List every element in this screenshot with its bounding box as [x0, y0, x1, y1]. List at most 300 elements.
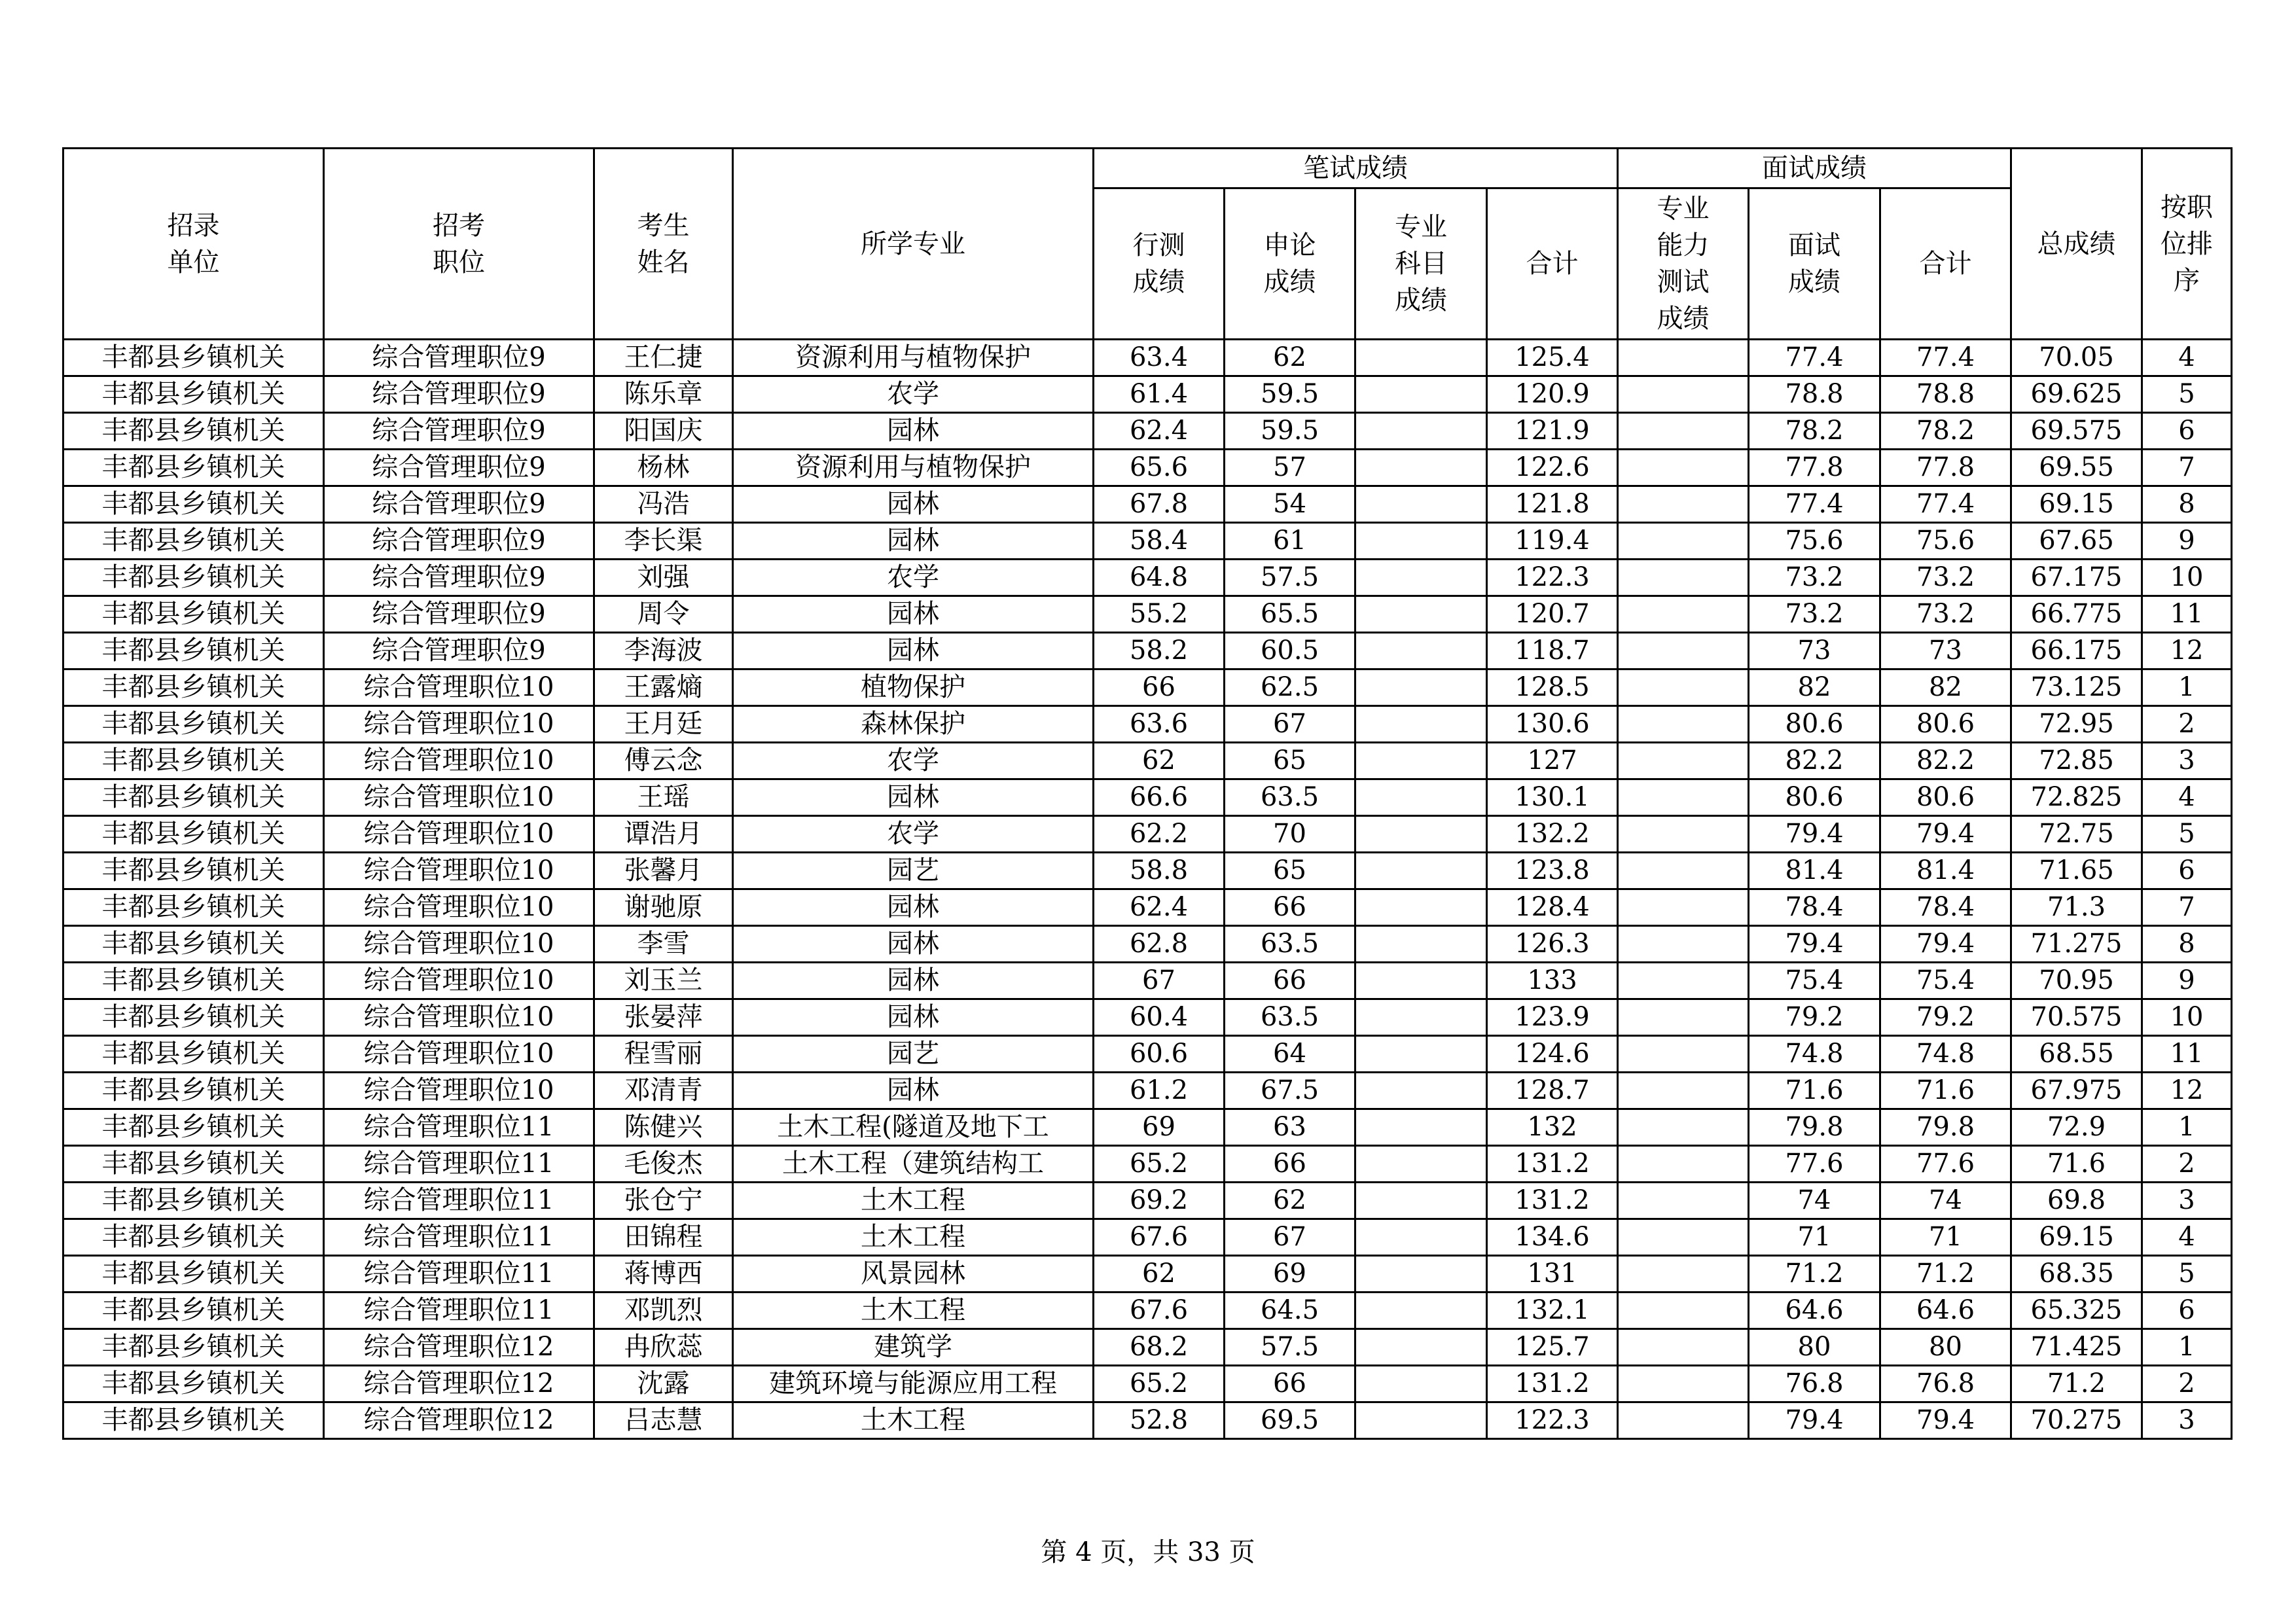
- interview-total-cell: 79.4: [1880, 1402, 2011, 1439]
- total-score-cell: 70.05: [2011, 340, 2142, 376]
- interview-total-cell: 79.2: [1880, 999, 2011, 1036]
- professional-subject-cell: [1355, 633, 1487, 669]
- xingce-cell: 52.8: [1094, 1402, 1225, 1439]
- interview-total-cell: 80.6: [1880, 779, 2011, 816]
- major-cell: 土木工程（建筑结构工: [733, 1146, 1094, 1183]
- interview-score-cell: 79.4: [1749, 926, 1880, 963]
- total-score-cell: 71.3: [2011, 889, 2142, 926]
- major-cell: 农学: [733, 743, 1094, 779]
- position-cell: 综合管理职位9: [324, 523, 594, 560]
- xingce-cell: 67.6: [1094, 1219, 1225, 1256]
- interview-score-cell: 74: [1749, 1183, 1880, 1219]
- xingce-cell: 67: [1094, 963, 1225, 999]
- interview-score-cell: 78.8: [1749, 376, 1880, 413]
- position-cell: 综合管理职位11: [324, 1146, 594, 1183]
- interview-total-cell: 78.8: [1880, 376, 2011, 413]
- total-score-cell: 72.75: [2011, 816, 2142, 853]
- professional-subject-cell: [1355, 486, 1487, 523]
- xingce-cell: 66.6: [1094, 779, 1225, 816]
- unit-cell: 丰都县乡镇机关: [63, 889, 324, 926]
- major-cell: 园林: [733, 633, 1094, 669]
- table-row: [63, 596, 2232, 633]
- written-total-cell: 120.9: [1487, 376, 1618, 413]
- header-unit: 招录 单位: [63, 149, 324, 340]
- position-cell: 综合管理职位9: [324, 560, 594, 596]
- rank-cell: 9: [2142, 963, 2232, 999]
- professional-subject-cell: [1355, 1366, 1487, 1402]
- interview-total-cell: 77.8: [1880, 450, 2011, 486]
- rank-cell: 4: [2142, 340, 2232, 376]
- name-cell: 冉欣蕊: [594, 1329, 733, 1366]
- rank-cell: 6: [2142, 413, 2232, 450]
- xingce-cell: 65.6: [1094, 450, 1225, 486]
- major-cell: 土木工程: [733, 1402, 1094, 1439]
- xingce-cell: 62.8: [1094, 926, 1225, 963]
- professional-subject-cell: [1355, 376, 1487, 413]
- table-row: [63, 340, 2232, 376]
- total-score-cell: 71.65: [2011, 853, 2142, 889]
- interview-score-cell: 79.2: [1749, 999, 1880, 1036]
- table-header: [63, 149, 2232, 340]
- interview-score-cell: 64.6: [1749, 1293, 1880, 1329]
- interview-total-cell: 71.6: [1880, 1073, 2011, 1109]
- major-cell: 园林: [733, 963, 1094, 999]
- xingce-cell: 58.2: [1094, 633, 1225, 669]
- total-score-cell: 68.55: [2011, 1036, 2142, 1073]
- shenlun-cell: 66: [1225, 889, 1355, 926]
- professional-subject-cell: [1355, 1256, 1487, 1293]
- name-cell: 张馨月: [594, 853, 733, 889]
- interview-score-cell: 78.2: [1749, 413, 1880, 450]
- unit-cell: 丰都县乡镇机关: [63, 450, 324, 486]
- shenlun-cell: 57: [1225, 450, 1355, 486]
- name-cell: 邓凯烈: [594, 1293, 733, 1329]
- rank-cell: 2: [2142, 1146, 2232, 1183]
- rank-cell: 12: [2142, 633, 2232, 669]
- shenlun-cell: 66: [1225, 963, 1355, 999]
- interview-total-cell: 77.6: [1880, 1146, 2011, 1183]
- ability-test-cell: [1618, 1219, 1749, 1256]
- rank-cell: 7: [2142, 889, 2232, 926]
- xingce-cell: 67.6: [1094, 1293, 1225, 1329]
- rank-cell: 12: [2142, 1073, 2232, 1109]
- total-score-cell: 71.275: [2011, 926, 2142, 963]
- header-interview-group: 面试成绩: [1618, 149, 2011, 188]
- total-score-cell: 65.325: [2011, 1293, 2142, 1329]
- position-cell: 综合管理职位10: [324, 743, 594, 779]
- header-total: 总成绩: [2011, 149, 2142, 340]
- professional-subject-cell: [1355, 779, 1487, 816]
- unit-cell: 丰都县乡镇机关: [63, 853, 324, 889]
- interview-total-cell: 78.2: [1880, 413, 2011, 450]
- position-cell: 综合管理职位10: [324, 816, 594, 853]
- position-cell: 综合管理职位9: [324, 450, 594, 486]
- interview-total-cell: 79.8: [1880, 1109, 2011, 1146]
- shenlun-cell: 70: [1225, 816, 1355, 853]
- written-total-cell: 128.7: [1487, 1073, 1618, 1109]
- written-total-cell: 120.7: [1487, 596, 1618, 633]
- major-cell: 森林保护: [733, 706, 1094, 743]
- header-ability-test: 专业 能力 测试 成绩: [1618, 188, 1749, 340]
- page-footer: 第 4 页，共 33 页: [1041, 1537, 1255, 1567]
- professional-subject-cell: [1355, 1109, 1487, 1146]
- table-row: [63, 1036, 2232, 1073]
- professional-subject-cell: [1355, 1183, 1487, 1219]
- xingce-cell: 62.4: [1094, 413, 1225, 450]
- xingce-cell: 60.4: [1094, 999, 1225, 1036]
- table-row: [63, 450, 2232, 486]
- position-cell: 综合管理职位12: [324, 1366, 594, 1402]
- table-row: [63, 926, 2232, 963]
- name-cell: 李长渠: [594, 523, 733, 560]
- written-total-cell: 128.5: [1487, 669, 1618, 706]
- rank-cell: 2: [2142, 1366, 2232, 1402]
- total-score-cell: 72.9: [2011, 1109, 2142, 1146]
- unit-cell: 丰都县乡镇机关: [63, 1256, 324, 1293]
- rank-cell: 4: [2142, 1219, 2232, 1256]
- written-total-cell: 122.6: [1487, 450, 1618, 486]
- unit-cell: 丰都县乡镇机关: [63, 486, 324, 523]
- rank-cell: 3: [2142, 1183, 2232, 1219]
- xingce-cell: 58.8: [1094, 853, 1225, 889]
- interview-score-cell: 80.6: [1749, 779, 1880, 816]
- position-cell: 综合管理职位10: [324, 889, 594, 926]
- rank-cell: 8: [2142, 486, 2232, 523]
- table-row: [63, 1183, 2232, 1219]
- interview-score-cell: 71.2: [1749, 1256, 1880, 1293]
- name-cell: 吕志慧: [594, 1402, 733, 1439]
- shenlun-cell: 69: [1225, 1256, 1355, 1293]
- header-xingce: 行测 成绩: [1094, 188, 1225, 340]
- professional-subject-cell: [1355, 1329, 1487, 1366]
- total-score-cell: 72.95: [2011, 706, 2142, 743]
- position-cell: 综合管理职位10: [324, 706, 594, 743]
- total-score-cell: 68.35: [2011, 1256, 2142, 1293]
- professional-subject-cell: [1355, 523, 1487, 560]
- shenlun-cell: 63.5: [1225, 926, 1355, 963]
- position-cell: 综合管理职位9: [324, 633, 594, 669]
- unit-cell: 丰都县乡镇机关: [63, 1036, 324, 1073]
- major-cell: 农学: [733, 560, 1094, 596]
- name-cell: 张晏萍: [594, 999, 733, 1036]
- professional-subject-cell: [1355, 853, 1487, 889]
- unit-cell: 丰都县乡镇机关: [63, 1293, 324, 1329]
- xingce-cell: 62.4: [1094, 889, 1225, 926]
- name-cell: 王仁捷: [594, 340, 733, 376]
- major-cell: 植物保护: [733, 669, 1094, 706]
- table-row: [63, 999, 2232, 1036]
- table-row: [63, 1366, 2232, 1402]
- major-cell: 建筑学: [733, 1329, 1094, 1366]
- shenlun-cell: 65: [1225, 743, 1355, 779]
- major-cell: 土木工程(隧道及地下工: [733, 1109, 1094, 1146]
- interview-score-cell: 71.6: [1749, 1073, 1880, 1109]
- rank-cell: 3: [2142, 743, 2232, 779]
- total-score-cell: 71.2: [2011, 1366, 2142, 1402]
- written-total-cell: 134.6: [1487, 1219, 1618, 1256]
- name-cell: 张仓宁: [594, 1183, 733, 1219]
- ability-test-cell: [1618, 1366, 1749, 1402]
- rank-cell: 9: [2142, 523, 2232, 560]
- professional-subject-cell: [1355, 743, 1487, 779]
- table-row: [63, 560, 2232, 596]
- interview-total-cell: 71: [1880, 1219, 2011, 1256]
- ability-test-cell: [1618, 486, 1749, 523]
- major-cell: 资源利用与植物保护: [733, 340, 1094, 376]
- xingce-cell: 63.6: [1094, 706, 1225, 743]
- unit-cell: 丰都县乡镇机关: [63, 376, 324, 413]
- interview-score-cell: 71: [1749, 1219, 1880, 1256]
- written-total-cell: 121.9: [1487, 413, 1618, 450]
- ability-test-cell: [1618, 889, 1749, 926]
- total-score-cell: 71.425: [2011, 1329, 2142, 1366]
- table-row: [63, 1293, 2232, 1329]
- rank-cell: 5: [2142, 1256, 2232, 1293]
- professional-subject-cell: [1355, 1073, 1487, 1109]
- name-cell: 邓清青: [594, 1073, 733, 1109]
- ability-test-cell: [1618, 1146, 1749, 1183]
- shenlun-cell: 54: [1225, 486, 1355, 523]
- header-shenlun: 申论 成绩: [1225, 188, 1355, 340]
- major-cell: 园林: [733, 413, 1094, 450]
- name-cell: 杨林: [594, 450, 733, 486]
- major-cell: 园林: [733, 999, 1094, 1036]
- ability-test-cell: [1618, 963, 1749, 999]
- name-cell: 刘玉兰: [594, 963, 733, 999]
- interview-score-cell: 82.2: [1749, 743, 1880, 779]
- shenlun-cell: 61: [1225, 523, 1355, 560]
- total-score-cell: 67.175: [2011, 560, 2142, 596]
- unit-cell: 丰都县乡镇机关: [63, 523, 324, 560]
- unit-cell: 丰都县乡镇机关: [63, 1219, 324, 1256]
- ability-test-cell: [1618, 450, 1749, 486]
- header-professional-subject: 专业 科目 成绩: [1355, 188, 1487, 340]
- rank-cell: 10: [2142, 999, 2232, 1036]
- written-total-cell: 131.2: [1487, 1366, 1618, 1402]
- rank-cell: 11: [2142, 596, 2232, 633]
- major-cell: 园林: [733, 926, 1094, 963]
- interview-score-cell: 74.8: [1749, 1036, 1880, 1073]
- header-major: 所学专业: [733, 149, 1094, 340]
- professional-subject-cell: [1355, 450, 1487, 486]
- xingce-cell: 61.2: [1094, 1073, 1225, 1109]
- table-row: [63, 1109, 2232, 1146]
- unit-cell: 丰都县乡镇机关: [63, 963, 324, 999]
- shenlun-cell: 66: [1225, 1366, 1355, 1402]
- rank-cell: 11: [2142, 1036, 2232, 1073]
- position-cell: 综合管理职位12: [324, 1402, 594, 1439]
- shenlun-cell: 59.5: [1225, 376, 1355, 413]
- ability-test-cell: [1618, 1293, 1749, 1329]
- xingce-cell: 63.4: [1094, 340, 1225, 376]
- written-total-cell: 122.3: [1487, 1402, 1618, 1439]
- rank-cell: 5: [2142, 376, 2232, 413]
- table-row: [63, 523, 2232, 560]
- interview-total-cell: 73: [1880, 633, 2011, 669]
- name-cell: 王露熵: [594, 669, 733, 706]
- shenlun-cell: 65: [1225, 853, 1355, 889]
- written-total-cell: 131: [1487, 1256, 1618, 1293]
- total-score-cell: 69.15: [2011, 486, 2142, 523]
- rank-cell: 4: [2142, 779, 2232, 816]
- interview-score-cell: 75.6: [1749, 523, 1880, 560]
- header-interview-total: 合计: [1880, 188, 2011, 340]
- major-cell: 园林: [733, 523, 1094, 560]
- professional-subject-cell: [1355, 340, 1487, 376]
- unit-cell: 丰都县乡镇机关: [63, 706, 324, 743]
- shenlun-cell: 64.5: [1225, 1293, 1355, 1329]
- shenlun-cell: 66: [1225, 1146, 1355, 1183]
- name-cell: 沈露: [594, 1366, 733, 1402]
- professional-subject-cell: [1355, 669, 1487, 706]
- position-cell: 综合管理职位10: [324, 669, 594, 706]
- shenlun-cell: 67.5: [1225, 1073, 1355, 1109]
- rank-cell: 1: [2142, 1109, 2232, 1146]
- ability-test-cell: [1618, 669, 1749, 706]
- interview-score-cell: 73.2: [1749, 560, 1880, 596]
- interview-total-cell: 79.4: [1880, 926, 2011, 963]
- position-cell: 综合管理职位9: [324, 596, 594, 633]
- total-score-cell: 70.275: [2011, 1402, 2142, 1439]
- ability-test-cell: [1618, 340, 1749, 376]
- written-total-cell: 125.7: [1487, 1329, 1618, 1366]
- written-total-cell: 123.8: [1487, 853, 1618, 889]
- table-row: [63, 413, 2232, 450]
- major-cell: 资源利用与植物保护: [733, 450, 1094, 486]
- xingce-cell: 61.4: [1094, 376, 1225, 413]
- position-cell: 综合管理职位10: [324, 926, 594, 963]
- position-cell: 综合管理职位10: [324, 999, 594, 1036]
- ability-test-cell: [1618, 413, 1749, 450]
- ability-test-cell: [1618, 1402, 1749, 1439]
- major-cell: 建筑环境与能源应用工程: [733, 1366, 1094, 1402]
- table-row: [63, 853, 2232, 889]
- total-score-cell: 72.85: [2011, 743, 2142, 779]
- shenlun-cell: 63.5: [1225, 779, 1355, 816]
- xingce-cell: 68.2: [1094, 1329, 1225, 1366]
- written-total-cell: 125.4: [1487, 340, 1618, 376]
- position-cell: 综合管理职位10: [324, 963, 594, 999]
- shenlun-cell: 62.5: [1225, 669, 1355, 706]
- interview-score-cell: 80.6: [1749, 706, 1880, 743]
- interview-total-cell: 80: [1880, 1329, 2011, 1366]
- rank-cell: 2: [2142, 706, 2232, 743]
- written-total-cell: 124.6: [1487, 1036, 1618, 1073]
- major-cell: 园林: [733, 1073, 1094, 1109]
- shenlun-cell: 63: [1225, 1109, 1355, 1146]
- shenlun-cell: 65.5: [1225, 596, 1355, 633]
- major-cell: 园林: [733, 486, 1094, 523]
- professional-subject-cell: [1355, 999, 1487, 1036]
- table-row: [63, 1329, 2232, 1366]
- table-row: [63, 486, 2232, 523]
- written-total-cell: 130.1: [1487, 779, 1618, 816]
- name-cell: 李雪: [594, 926, 733, 963]
- position-cell: 综合管理职位11: [324, 1183, 594, 1219]
- major-cell: 土木工程: [733, 1183, 1094, 1219]
- unit-cell: 丰都县乡镇机关: [63, 669, 324, 706]
- header-position: 招考 职位: [324, 149, 594, 340]
- xingce-cell: 64.8: [1094, 560, 1225, 596]
- shenlun-cell: 57.5: [1225, 560, 1355, 596]
- position-cell: 综合管理职位9: [324, 413, 594, 450]
- table-row: [63, 1073, 2232, 1109]
- rank-cell: 8: [2142, 926, 2232, 963]
- name-cell: 王瑶: [594, 779, 733, 816]
- ability-test-cell: [1618, 523, 1749, 560]
- major-cell: 园林: [733, 596, 1094, 633]
- written-total-cell: 123.9: [1487, 999, 1618, 1036]
- written-total-cell: 126.3: [1487, 926, 1618, 963]
- major-cell: 园艺: [733, 853, 1094, 889]
- position-cell: 综合管理职位9: [324, 340, 594, 376]
- table-row: [63, 669, 2232, 706]
- total-score-cell: 69.8: [2011, 1183, 2142, 1219]
- header-written-total: 合计: [1487, 188, 1618, 340]
- name-cell: 谭浩月: [594, 816, 733, 853]
- ability-test-cell: [1618, 560, 1749, 596]
- interview-total-cell: 74: [1880, 1183, 2011, 1219]
- rank-cell: 6: [2142, 1293, 2232, 1329]
- total-score-cell: 69.575: [2011, 413, 2142, 450]
- table-row: [63, 889, 2232, 926]
- unit-cell: 丰都县乡镇机关: [63, 633, 324, 669]
- written-total-cell: 119.4: [1487, 523, 1618, 560]
- interview-total-cell: 82.2: [1880, 743, 2011, 779]
- interview-total-cell: 82: [1880, 669, 2011, 706]
- written-total-cell: 133: [1487, 963, 1618, 999]
- score-table: [62, 147, 2233, 1440]
- table-row: [63, 706, 2232, 743]
- rank-cell: 1: [2142, 1329, 2232, 1366]
- unit-cell: 丰都县乡镇机关: [63, 1402, 324, 1439]
- shenlun-cell: 67: [1225, 1219, 1355, 1256]
- xingce-cell: 67.8: [1094, 486, 1225, 523]
- written-total-cell: 131.2: [1487, 1146, 1618, 1183]
- unit-cell: 丰都县乡镇机关: [63, 596, 324, 633]
- unit-cell: 丰都县乡镇机关: [63, 743, 324, 779]
- unit-cell: 丰都县乡镇机关: [63, 999, 324, 1036]
- header-written-group: 笔试成绩: [1094, 149, 1618, 188]
- interview-total-cell: 75.6: [1880, 523, 2011, 560]
- major-cell: 园艺: [733, 1036, 1094, 1073]
- table-row: [63, 1146, 2232, 1183]
- position-cell: 综合管理职位9: [324, 376, 594, 413]
- table-row: [63, 1256, 2232, 1293]
- interview-total-cell: 75.4: [1880, 963, 2011, 999]
- written-total-cell: 132.2: [1487, 816, 1618, 853]
- written-total-cell: 131.2: [1487, 1183, 1618, 1219]
- ability-test-cell: [1618, 926, 1749, 963]
- unit-cell: 丰都县乡镇机关: [63, 1109, 324, 1146]
- interview-total-cell: 77.4: [1880, 340, 2011, 376]
- name-cell: 蒋博西: [594, 1256, 733, 1293]
- interview-total-cell: 79.4: [1880, 816, 2011, 853]
- rank-cell: 3: [2142, 1402, 2232, 1439]
- interview-score-cell: 77.4: [1749, 340, 1880, 376]
- professional-subject-cell: [1355, 1146, 1487, 1183]
- interview-score-cell: 73: [1749, 633, 1880, 669]
- interview-total-cell: 74.8: [1880, 1036, 2011, 1073]
- name-cell: 陈乐章: [594, 376, 733, 413]
- header-rank: 按职 位排 序: [2142, 149, 2232, 340]
- ability-test-cell: [1618, 1073, 1749, 1109]
- name-cell: 王月廷: [594, 706, 733, 743]
- xingce-cell: 69.2: [1094, 1183, 1225, 1219]
- ability-test-cell: [1618, 706, 1749, 743]
- written-total-cell: 121.8: [1487, 486, 1618, 523]
- ability-test-cell: [1618, 779, 1749, 816]
